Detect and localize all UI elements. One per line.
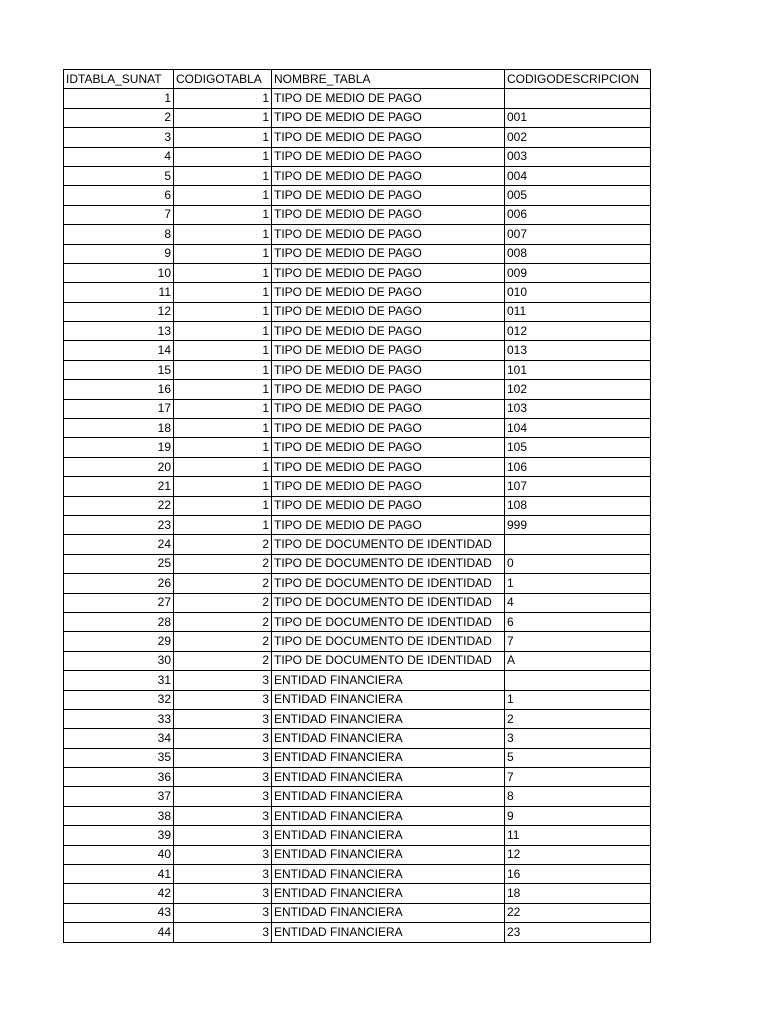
cell-codigotabla: 1 [174,438,272,457]
cell-nombre-tabla: TIPO DE DOCUMENTO DE IDENTIDAD [272,554,505,573]
cell-codigotabla: 3 [174,903,272,922]
table-row [64,535,651,554]
cell-codigotabla: 1 [174,477,272,496]
cell-nombre-tabla: TIPO DE MEDIO DE PAGO [272,477,505,496]
spreadsheet-page [63,69,651,943]
cell-nombre-tabla: TIPO DE MEDIO DE PAGO [272,166,505,185]
cell-idtabla-sunat: 3 [64,128,174,147]
cell-codigotabla: 1 [174,186,272,205]
cell-codigodescripcion: 009 [505,263,651,282]
cell-codigodescripcion: 106 [505,457,651,476]
cell-codigotabla: 2 [174,651,272,670]
cell-codigodescripcion [505,535,651,554]
cell-codigotabla: 1 [174,399,272,418]
cell-idtabla-sunat: 24 [64,535,174,554]
cell-codigodescripcion: 9 [505,806,651,825]
table-row [64,845,651,864]
cell-codigotabla: 1 [174,457,272,476]
cell-codigotabla: 1 [174,419,272,438]
table-row [64,574,651,593]
cell-idtabla-sunat: 2 [64,108,174,127]
cell-codigodescripcion: 105 [505,438,651,457]
cell-nombre-tabla: TIPO DE MEDIO DE PAGO [272,360,505,379]
table-row [64,496,651,515]
cell-codigodescripcion: 011 [505,302,651,321]
cell-codigotabla: 1 [174,302,272,321]
cell-nombre-tabla: ENTIDAD FINANCIERA [272,671,505,690]
cell-codigotabla: 2 [174,632,272,651]
cell-nombre-tabla: TIPO DE MEDIO DE PAGO [272,302,505,321]
table-row [64,108,651,127]
cell-nombre-tabla: ENTIDAD FINANCIERA [272,709,505,728]
cell-codigotabla: 3 [174,787,272,806]
cell-idtabla-sunat: 33 [64,709,174,728]
cell-nombre-tabla: ENTIDAD FINANCIERA [272,690,505,709]
cell-idtabla-sunat: 31 [64,671,174,690]
cell-nombre-tabla: TIPO DE DOCUMENTO DE IDENTIDAD [272,574,505,593]
cell-nombre-tabla: ENTIDAD FINANCIERA [272,729,505,748]
cell-nombre-tabla: TIPO DE MEDIO DE PAGO [272,515,505,534]
table-row [64,612,651,631]
cell-codigodescripcion: 107 [505,477,651,496]
table-row [64,244,651,263]
cell-nombre-tabla: TIPO DE MEDIO DE PAGO [272,128,505,147]
cell-nombre-tabla: TIPO DE MEDIO DE PAGO [272,496,505,515]
cell-codigotabla: 2 [174,554,272,573]
cell-idtabla-sunat: 12 [64,302,174,321]
cell-nombre-tabla: ENTIDAD FINANCIERA [272,806,505,825]
cell-idtabla-sunat: 44 [64,923,174,942]
cell-idtabla-sunat: 42 [64,884,174,903]
table-row [64,806,651,825]
cell-idtabla-sunat: 8 [64,225,174,244]
table-row [64,729,651,748]
cell-codigodescripcion: 8 [505,787,651,806]
table-row [64,205,651,224]
cell-idtabla-sunat: 30 [64,651,174,670]
cell-idtabla-sunat: 21 [64,477,174,496]
cell-nombre-tabla: ENTIDAD FINANCIERA [272,768,505,787]
cell-codigodescripcion: A [505,651,651,670]
cell-codigodescripcion: 007 [505,225,651,244]
cell-nombre-tabla: TIPO DE MEDIO DE PAGO [272,399,505,418]
cell-codigodescripcion: 001 [505,108,651,127]
cell-codigodescripcion: 999 [505,515,651,534]
cell-nombre-tabla: TIPO DE DOCUMENTO DE IDENTIDAD [272,612,505,631]
data-table [63,69,651,943]
cell-codigodescripcion: 004 [505,166,651,185]
cell-nombre-tabla: TIPO DE MEDIO DE PAGO [272,205,505,224]
table-row [64,768,651,787]
table-row [64,903,651,922]
cell-codigodescripcion: 18 [505,884,651,903]
cell-codigotabla: 3 [174,923,272,942]
cell-nombre-tabla: ENTIDAD FINANCIERA [272,865,505,884]
cell-idtabla-sunat: 20 [64,457,174,476]
cell-codigotabla: 1 [174,341,272,360]
cell-idtabla-sunat: 18 [64,419,174,438]
cell-codigotabla: 1 [174,166,272,185]
cell-codigotabla: 2 [174,612,272,631]
table-row [64,515,651,534]
header-row [64,70,651,89]
cell-idtabla-sunat: 9 [64,244,174,263]
table-row [64,419,651,438]
cell-idtabla-sunat: 13 [64,322,174,341]
cell-idtabla-sunat: 26 [64,574,174,593]
table-row [64,89,651,108]
column-header-codigotabla: CODIGOTABLA [174,70,272,89]
table-row [64,166,651,185]
cell-codigotabla: 1 [174,89,272,108]
cell-idtabla-sunat: 41 [64,865,174,884]
cell-nombre-tabla: TIPO DE MEDIO DE PAGO [272,89,505,108]
cell-nombre-tabla: TIPO DE MEDIO DE PAGO [272,380,505,399]
cell-codigodescripcion: 23 [505,923,651,942]
cell-codigotabla: 3 [174,865,272,884]
cell-nombre-tabla: TIPO DE MEDIO DE PAGO [272,322,505,341]
cell-idtabla-sunat: 14 [64,341,174,360]
cell-nombre-tabla: TIPO DE MEDIO DE PAGO [272,108,505,127]
cell-codigodescripcion: 002 [505,128,651,147]
cell-nombre-tabla: ENTIDAD FINANCIERA [272,787,505,806]
cell-nombre-tabla: TIPO DE MEDIO DE PAGO [272,147,505,166]
cell-codigodescripcion: 008 [505,244,651,263]
table-row [64,438,651,457]
cell-codigotabla: 2 [174,593,272,612]
table-row [64,671,651,690]
cell-idtabla-sunat: 25 [64,554,174,573]
cell-codigotabla: 3 [174,748,272,767]
cell-idtabla-sunat: 28 [64,612,174,631]
cell-codigodescripcion: 102 [505,380,651,399]
cell-nombre-tabla: TIPO DE MEDIO DE PAGO [272,341,505,360]
cell-codigotabla: 1 [174,322,272,341]
cell-codigotabla: 1 [174,380,272,399]
cell-nombre-tabla: ENTIDAD FINANCIERA [272,884,505,903]
table-row [64,360,651,379]
cell-codigotabla: 1 [174,244,272,263]
table-row [64,477,651,496]
cell-nombre-tabla: TIPO DE DOCUMENTO DE IDENTIDAD [272,632,505,651]
table-row [64,128,651,147]
cell-idtabla-sunat: 43 [64,903,174,922]
cell-nombre-tabla: ENTIDAD FINANCIERA [272,903,505,922]
cell-idtabla-sunat: 7 [64,205,174,224]
table-row [64,709,651,728]
cell-idtabla-sunat: 17 [64,399,174,418]
cell-codigodescripcion: 0 [505,554,651,573]
cell-nombre-tabla: TIPO DE MEDIO DE PAGO [272,419,505,438]
cell-nombre-tabla: ENTIDAD FINANCIERA [272,923,505,942]
cell-codigodescripcion: 006 [505,205,651,224]
cell-nombre-tabla: ENTIDAD FINANCIERA [272,845,505,864]
cell-idtabla-sunat: 15 [64,360,174,379]
table-row [64,341,651,360]
cell-codigodescripcion: 11 [505,826,651,845]
cell-codigodescripcion: 12 [505,845,651,864]
cell-codigodescripcion: 005 [505,186,651,205]
cell-idtabla-sunat: 23 [64,515,174,534]
table-row [64,457,651,476]
table-row [64,147,651,166]
cell-idtabla-sunat: 4 [64,147,174,166]
table-row [64,263,651,282]
cell-idtabla-sunat: 29 [64,632,174,651]
table-row [64,302,651,321]
cell-codigodescripcion: 22 [505,903,651,922]
cell-idtabla-sunat: 37 [64,787,174,806]
column-header-idtabla-sunat: IDTABLA_SUNAT [64,70,174,89]
cell-codigotabla: 3 [174,826,272,845]
cell-codigotabla: 1 [174,147,272,166]
cell-idtabla-sunat: 11 [64,283,174,302]
cell-codigodescripcion [505,89,651,108]
cell-codigotabla: 3 [174,806,272,825]
table-row [64,923,651,942]
cell-nombre-tabla: TIPO DE MEDIO DE PAGO [272,225,505,244]
cell-idtabla-sunat: 19 [64,438,174,457]
column-header-nombre-tabla: NOMBRE_TABLA [272,70,505,89]
cell-codigotabla: 3 [174,671,272,690]
cell-nombre-tabla: TIPO DE DOCUMENTO DE IDENTIDAD [272,651,505,670]
cell-codigotabla: 3 [174,709,272,728]
cell-idtabla-sunat: 39 [64,826,174,845]
cell-codigodescripcion: 16 [505,865,651,884]
cell-codigodescripcion: 2 [505,709,651,728]
cell-codigodescripcion: 7 [505,768,651,787]
cell-nombre-tabla: TIPO DE DOCUMENTO DE IDENTIDAD [272,535,505,554]
cell-codigotabla: 3 [174,845,272,864]
table-row [64,225,651,244]
cell-codigotabla: 3 [174,729,272,748]
cell-codigodescripcion: 003 [505,147,651,166]
cell-idtabla-sunat: 34 [64,729,174,748]
cell-codigotabla: 1 [174,515,272,534]
cell-nombre-tabla: TIPO DE MEDIO DE PAGO [272,263,505,282]
cell-codigodescripcion: 103 [505,399,651,418]
cell-codigotabla: 1 [174,128,272,147]
table-body [64,89,651,942]
cell-codigodescripcion: 7 [505,632,651,651]
cell-nombre-tabla: TIPO DE MEDIO DE PAGO [272,283,505,302]
table-row [64,690,651,709]
cell-codigotabla: 1 [174,496,272,515]
table-row [64,632,651,651]
table-row [64,322,651,341]
cell-idtabla-sunat: 16 [64,380,174,399]
cell-idtabla-sunat: 38 [64,806,174,825]
table-row [64,787,651,806]
cell-idtabla-sunat: 35 [64,748,174,767]
cell-codigodescripcion: 4 [505,593,651,612]
cell-codigodescripcion: 5 [505,748,651,767]
cell-nombre-tabla: TIPO DE MEDIO DE PAGO [272,457,505,476]
cell-codigodescripcion: 6 [505,612,651,631]
cell-nombre-tabla: TIPO DE MEDIO DE PAGO [272,186,505,205]
cell-codigotabla: 3 [174,690,272,709]
cell-codigodescripcion: 104 [505,419,651,438]
cell-idtabla-sunat: 27 [64,593,174,612]
table-row [64,865,651,884]
cell-codigotabla: 2 [174,535,272,554]
cell-nombre-tabla: ENTIDAD FINANCIERA [272,748,505,767]
table-row [64,186,651,205]
cell-codigodescripcion: 3 [505,729,651,748]
cell-codigodescripcion: 013 [505,341,651,360]
table-row [64,283,651,302]
cell-codigodescripcion: 1 [505,574,651,593]
cell-nombre-tabla: TIPO DE MEDIO DE PAGO [272,438,505,457]
cell-codigotabla: 1 [174,205,272,224]
cell-nombre-tabla: ENTIDAD FINANCIERA [272,826,505,845]
cell-codigotabla: 1 [174,108,272,127]
cell-codigotabla: 1 [174,225,272,244]
table-row [64,554,651,573]
cell-idtabla-sunat: 10 [64,263,174,282]
table-row [64,380,651,399]
cell-codigodescripcion: 108 [505,496,651,515]
cell-nombre-tabla: TIPO DE MEDIO DE PAGO [272,244,505,263]
cell-codigotabla: 3 [174,884,272,903]
cell-codigodescripcion: 010 [505,283,651,302]
cell-codigotabla: 1 [174,263,272,282]
cell-idtabla-sunat: 1 [64,89,174,108]
cell-idtabla-sunat: 36 [64,768,174,787]
cell-codigotabla: 1 [174,283,272,302]
cell-codigotabla: 3 [174,768,272,787]
cell-codigodescripcion [505,671,651,690]
table-row [64,651,651,670]
table-row [64,884,651,903]
table-row [64,748,651,767]
table-row [64,593,651,612]
cell-codigodescripcion: 012 [505,322,651,341]
cell-codigodescripcion: 1 [505,690,651,709]
cell-idtabla-sunat: 6 [64,186,174,205]
table-row [64,826,651,845]
cell-idtabla-sunat: 5 [64,166,174,185]
table-row [64,399,651,418]
cell-idtabla-sunat: 22 [64,496,174,515]
cell-idtabla-sunat: 32 [64,690,174,709]
cell-idtabla-sunat: 40 [64,845,174,864]
cell-codigotabla: 1 [174,360,272,379]
cell-nombre-tabla: TIPO DE DOCUMENTO DE IDENTIDAD [272,593,505,612]
cell-codigodescripcion: 101 [505,360,651,379]
cell-codigotabla: 2 [174,574,272,593]
column-header-codigodescripcion: CODIGODESCRIPCION [505,70,651,89]
